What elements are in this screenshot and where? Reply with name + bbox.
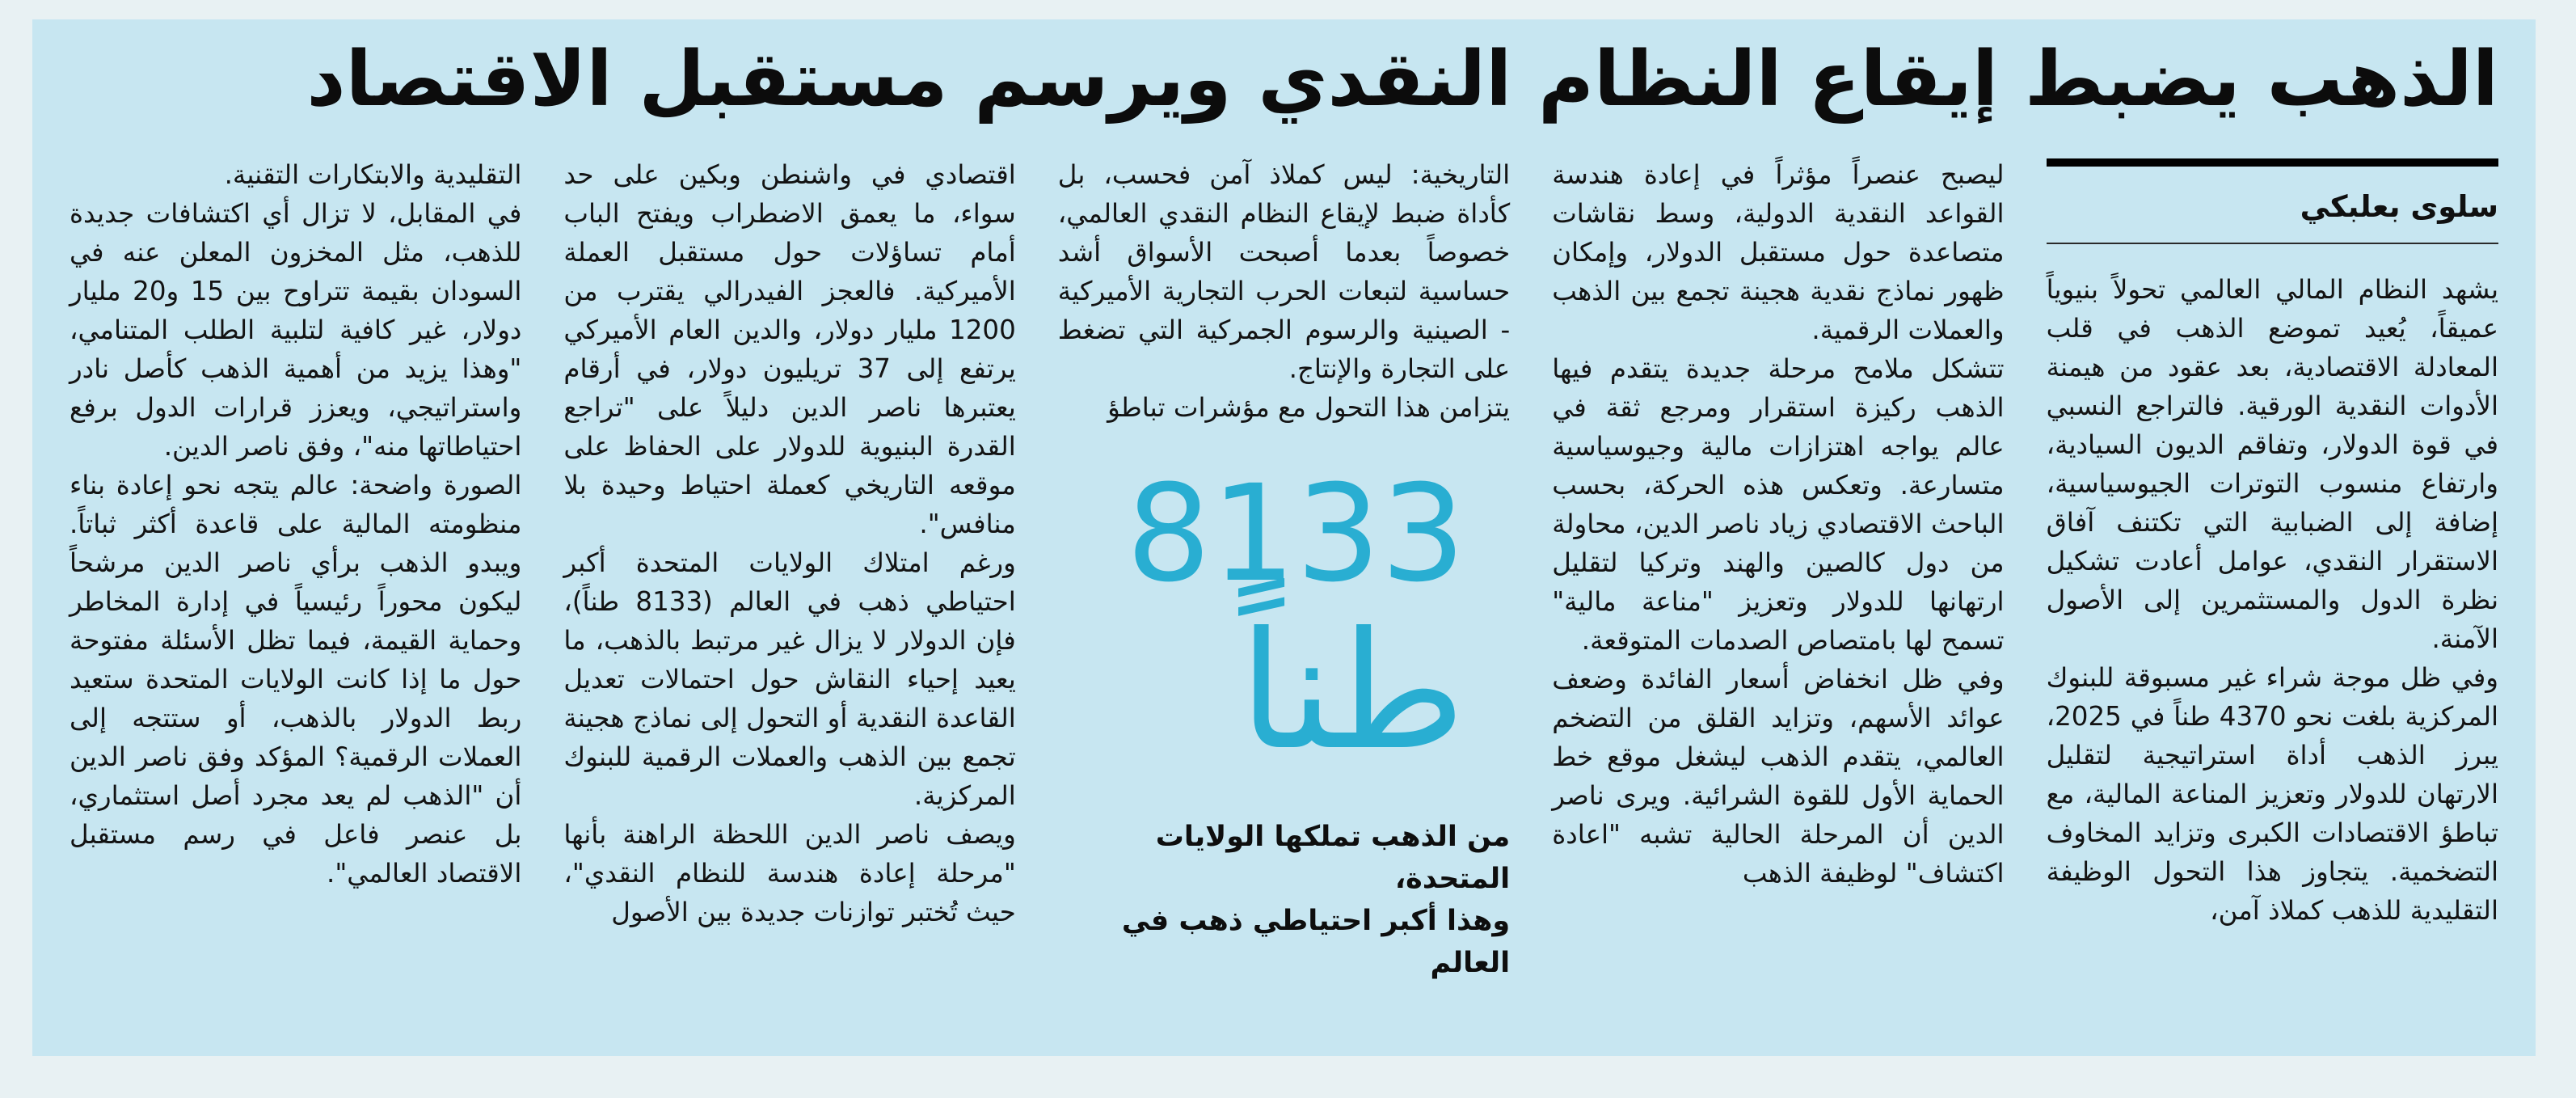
body-paragraph: يشهد النظام المالي العالمي تحولاً بنيوياً عميقاً، يُعيد تموضع الذهب في قلب المعادلة الاقتصادية، بعد عقود من هيمنة الأدوات النقدية الورقية. فالتراجع النسبي في قوة الدولار، وتفاقم الديون السيادية، وارتفاع منسوب التوترات الجيوسياسية، إضافة إلى الضبابية التي تكتنف آفاق الاستقرار النقدي، عوامل أعادت تشكيل نظرة الدول والمستثمرين إلى الأصول الآمنة.	[2046, 273, 2498, 654]
column-3	[1058, 155, 1510, 984]
body-paragraph: اقتصادي في واشنطن وبكين على حد سواء، ما يعمق الاضطراب ويفتح الباب أمام تساؤلات حول مستقبل العملة الأميركية. فالعجز الفيدرالي يقترب من 1200 مليار دولار، والدين العام الأميركي يرتفع إلى 37 تريليون دولار، في أرقام يعتبرها ناصر الدين دليلاً على "تراجع القدرة البنيوية للدولار على الحفاظ على موقعه التاريخي كعملة احتياط وحيدة بلا منافس".	[563, 158, 1016, 539]
byline: سلوى بعلبكي	[2300, 188, 2498, 224]
body-paragraph: ويصف ناصر الدين اللحظة الراهنة بأنها "مرحلة إعادة هندسة للنظام النقدي"، حيث تُختبر توازنات جديدة بين الأصول	[563, 818, 1016, 927]
body-paragraph: ليصبح عنصراً مؤثراً في إعادة هندسة القواعد النقدية الدولية، وسط نقاشات متصاعدة حول مستقبل الدولار، وإمكان ظهور نماذج نقدية هجينة تجمع بين الذهب والعملات الرقمية.	[1552, 158, 2005, 345]
body-paragraph: التاريخية: ليس كملاذ آمن فحسب، بل كأداة ضبط لإيقاع النظام النقدي العالمي، خصوصاً بعدما أصبحت الأسواق أشد حساسية لتبعات الحرب التجارية الأميركية - الصينية والرسوم الجمركية التي تضغط على التجارة والإنتاج.	[1057, 158, 1511, 384]
column-2	[1552, 155, 2004, 984]
body-paragraph: يتزامن هذا التحول مع مؤشرات تباطؤ	[1107, 391, 1511, 423]
stat-caption	[1058, 816, 1510, 984]
column-4	[563, 155, 1015, 984]
stat-caption-line: وهذا أكبر احتياطي ذهب في العالم	[1121, 904, 1511, 979]
byline-block	[2047, 158, 2498, 244]
gold-reserve-stat	[1058, 455, 1510, 786]
byline-bottom-rule	[2047, 243, 2498, 244]
body-paragraph: ورغم امتلاك الولايات المتحدة أكبر احتياطي ذهب في العالم (8133 طناً)، فإن الدولار لا يزال غير مرتبط بالذهب، ما يعيد إحياء النقاش حول احتمالات تعديل القاعدة النقدية أو التحول إلى نماذج هجينة تجمع بين الذهب والعملات الرقمية للبنوك المركزية.	[563, 547, 1016, 811]
column-1	[2047, 155, 2498, 984]
article-headline: الذهب يضبط إيقاع النظام النقدي ويرسم مستقبل الاقتصاد	[306, 36, 2498, 124]
article-columns	[70, 155, 2498, 984]
byline-top-rule	[2047, 158, 2498, 167]
stat-caption-line: من الذهب تملكها الولايات المتحدة،	[1155, 820, 1511, 895]
body-paragraph: الصورة واضحة: عالم يتجه نحو إعادة بناء منظومته المالية على قاعدة أكثر ثباتاً. ويبدو الذهب برأي ناصر الدين مرشحاً ليكون محوراً رئيسياً في إدارة المخاطر وحماية القيمة، فيما تظل الأسئلة مفتوحة حول ما إذا كانت الولايات المتحدة ستعيد ربط الدولار بالذهب، أو ستتجه إلى العملات الرقمية؟ المؤكد وفق ناصر الدين أن "الذهب لم يعد مجرد أصل استثماري، بل عنصر فاعل في رسم مستقبل الاقتصاد العالمي".	[69, 469, 522, 889]
body-paragraph: في المقابل، لا تزال أي اكتشافات جديدة للذهب، مثل المخزون المعلن عنه في السودان بقيمة تتراوح بين 15 و20 مليار دولار، غير كافية لتلبية الطلب المتنامي، "وهذا يزيد من أهمية الذهب كأصل نادر واستراتيجي، ويعزز قرارات الدول برفع احتياطاتها منه"، وفق ناصر الدين.	[69, 197, 522, 462]
body-paragraph: تتشكل ملامح مرحلة جديدة يتقدم فيها الذهب ركيزة استقرار ومرجع ثقة في عالم يواجه اهتزازات مالية وجيوسياسية متسارعة. وتعكس هذه الحركة، بحسب الباحث الاقتصادي زياد ناصر الدين، محاولة من دول كالصين والهند وتركيا لتقليل ارتهانها للدولار وتعزيز "مناعة مالية" تسمح لها بامتصاص الصدمات المتوقعة.	[1552, 353, 2005, 656]
stat-number: 8133	[1126, 455, 1466, 611]
stat-unit: طناً	[1238, 597, 1466, 786]
body-paragraph: وفي ظل موجة شراء غير مسبوقة للبنوك المركزية بلغت نحو 4370 طناً في 2025، يبرز الذهب أداة استراتيجية لتقليل الارتهان للدولار وتعزيز المناعة المالية، مع تباطؤ الاقتصادات الكبرى وتزايد المخاوف التضخمية. يتجاوز هذا التحول الوظيفة التقليدية للذهب كملاذ آمن،	[2046, 661, 2498, 926]
body-paragraph: وفي ظل انخفاض أسعار الفائدة وضعف عوائد الأسهم، وتزايد القلق من التضخم العالمي، يتقدم الذهب ليشغل موقع خط الحماية الأول للقوة الشرائية. ويرى ناصر الدين أن المرحلة الحالية تشبه "اعادة اكتشاف" لوظيفة الذهب	[1552, 663, 2005, 889]
article-panel	[32, 19, 2536, 1056]
column-5	[70, 155, 521, 984]
body-paragraph: التقليدية والابتكارات التقنية.	[224, 158, 522, 190]
